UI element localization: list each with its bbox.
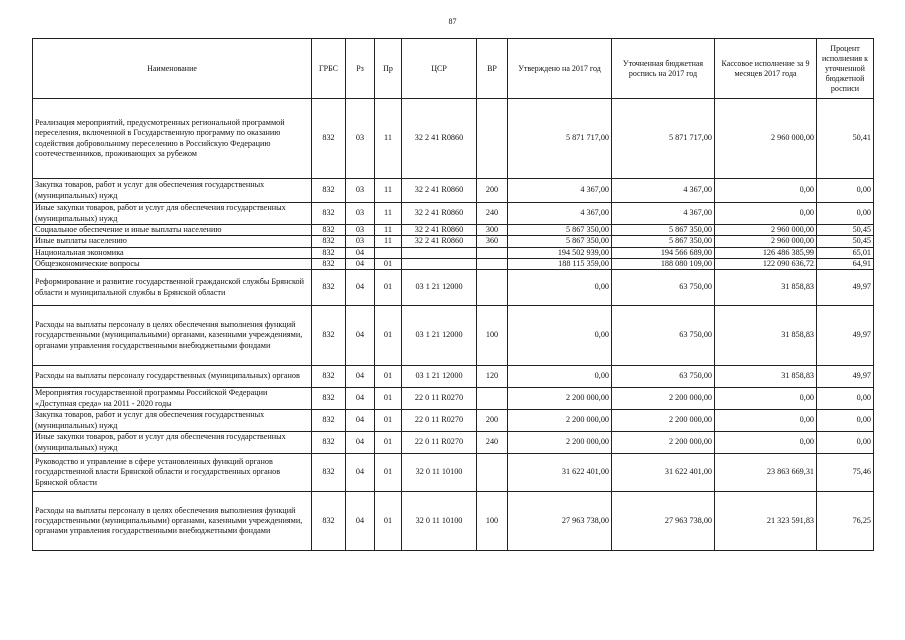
- cell-name: Закупка товаров, работ и услуг для обеспечения государственных (муниципальных) нужд: [33, 179, 312, 203]
- cell-pr: 01: [375, 258, 402, 269]
- cell-pr: 11: [375, 99, 402, 179]
- cell-refined: 2 200 000,00: [612, 388, 715, 410]
- cell-vr: 240: [477, 203, 508, 225]
- cell-approved: 0,00: [508, 306, 612, 366]
- cell-vr: [477, 454, 508, 492]
- cell-vr: 200: [477, 179, 508, 203]
- cell-pr: 01: [375, 454, 402, 492]
- cell-percent: 49,97: [817, 306, 874, 366]
- cell-refined: 2 200 000,00: [612, 432, 715, 454]
- cell-cash: 0,00: [715, 203, 817, 225]
- cell-vr: 100: [477, 306, 508, 366]
- cell-refined: 4 367,00: [612, 203, 715, 225]
- cell-rz: 04: [346, 410, 375, 432]
- col-header-cash: Кассовое исполнение за 9 месяцев 2017 года: [715, 39, 817, 99]
- col-header-csr: ЦСР: [402, 39, 477, 99]
- cell-cash: 2 960 000,00: [715, 99, 817, 179]
- table-row: [33, 306, 874, 366]
- col-header-percent: Процент исполнения к уточненной бюджетной росписи: [817, 39, 874, 99]
- cell-cash: 23 863 669,31: [715, 454, 817, 492]
- cell-refined: 31 622 401,00: [612, 454, 715, 492]
- col-header-grbs: ГРБС: [312, 39, 346, 99]
- table-row: [33, 388, 874, 410]
- cell-name: Закупка товаров, работ и услуг для обеспечения государственных (муниципальных) нужд: [33, 410, 312, 432]
- cell-refined: 5 871 717,00: [612, 99, 715, 179]
- cell-vr: 120: [477, 366, 508, 388]
- cell-cash: 31 858,83: [715, 366, 817, 388]
- cell-csr: 32 2 41 R0860: [402, 236, 477, 247]
- table-header-row: [33, 39, 874, 99]
- cell-pr: 01: [375, 492, 402, 551]
- page-number: 87: [448, 17, 457, 26]
- cell-refined: 27 963 738,00: [612, 492, 715, 551]
- cell-grbs: 832: [312, 225, 346, 236]
- cell-cash: 122 090 636,72: [715, 258, 817, 269]
- cell-grbs: 832: [312, 410, 346, 432]
- col-header-vr: ВР: [477, 39, 508, 99]
- cell-refined: 5 867 350,00: [612, 225, 715, 236]
- cell-name: Руководство и управление в сфере установленных функций органов государственной власти Брянской области и государственных органов Брянской области: [33, 454, 312, 492]
- cell-csr: 32 0 11 10100: [402, 492, 477, 551]
- cell-pr: 01: [375, 410, 402, 432]
- cell-approved: 4 367,00: [508, 203, 612, 225]
- cell-grbs: 832: [312, 492, 346, 551]
- cell-grbs: 832: [312, 179, 346, 203]
- cell-rz: 04: [346, 454, 375, 492]
- cell-approved: 31 622 401,00: [508, 454, 612, 492]
- cell-refined: 63 750,00: [612, 306, 715, 366]
- cell-percent: 0,00: [817, 179, 874, 203]
- cell-vr: [477, 388, 508, 410]
- cell-vr: 100: [477, 492, 508, 551]
- table-row: [33, 410, 874, 432]
- cell-approved: 5 867 350,00: [508, 225, 612, 236]
- cell-approved: 2 200 000,00: [508, 410, 612, 432]
- cell-grbs: 832: [312, 432, 346, 454]
- table-row: [33, 454, 874, 492]
- cell-approved: 4 367,00: [508, 179, 612, 203]
- cell-cash: 31 858,83: [715, 270, 817, 306]
- cell-grbs: 832: [312, 247, 346, 258]
- cell-cash: 126 486 385,99: [715, 247, 817, 258]
- col-header-refined: Уточненная бюджетная роспись на 2017 год: [612, 39, 715, 99]
- cell-pr: 11: [375, 179, 402, 203]
- cell-grbs: 832: [312, 306, 346, 366]
- table-row: [33, 270, 874, 306]
- cell-approved: 0,00: [508, 366, 612, 388]
- cell-percent: 50,41: [817, 99, 874, 179]
- cell-rz: 04: [346, 366, 375, 388]
- table-row: [33, 492, 874, 551]
- cell-cash: 0,00: [715, 388, 817, 410]
- cell-percent: 64,91: [817, 258, 874, 269]
- cell-percent: 0,00: [817, 432, 874, 454]
- cell-refined: 4 367,00: [612, 179, 715, 203]
- cell-vr: [477, 258, 508, 269]
- cell-grbs: 832: [312, 388, 346, 410]
- cell-vr: 300: [477, 225, 508, 236]
- cell-approved: 5 871 717,00: [508, 99, 612, 179]
- cell-refined: 5 867 350,00: [612, 236, 715, 247]
- cell-cash: 31 858,83: [715, 306, 817, 366]
- cell-name: Реализация мероприятий, предусмотренных региональной программой переселения, включенной в Государственную программу по оказанию содействия добровольному переселению в Российскую Федерацию соотечественников, проживающих за рубежом: [33, 99, 312, 179]
- cell-csr: 32 0 11 10100: [402, 454, 477, 492]
- cell-rz: 04: [346, 258, 375, 269]
- cell-grbs: 832: [312, 203, 346, 225]
- cell-cash: 0,00: [715, 179, 817, 203]
- cell-name: Национальная экономика: [33, 247, 312, 258]
- cell-name: Расходы на выплаты персоналу в целях обеспечения выполнения функций государственными (муниципальными) органами, казенными учреждениями, органами управления государственными внебюджетными фондами: [33, 306, 312, 366]
- cell-pr: 01: [375, 366, 402, 388]
- cell-name: Социальное обеспечение и иные выплаты населению: [33, 225, 312, 236]
- cell-vr: 240: [477, 432, 508, 454]
- cell-rz: 04: [346, 388, 375, 410]
- cell-csr: 32 2 41 R0860: [402, 179, 477, 203]
- cell-name: Иные выплаты населению: [33, 236, 312, 247]
- cell-vr: [477, 247, 508, 258]
- table-row: [33, 179, 874, 203]
- cell-grbs: 832: [312, 236, 346, 247]
- cell-approved: 2 200 000,00: [508, 432, 612, 454]
- cell-approved: 27 963 738,00: [508, 492, 612, 551]
- cell-percent: 0,00: [817, 388, 874, 410]
- cell-cash: 21 323 591,83: [715, 492, 817, 551]
- cell-pr: 11: [375, 203, 402, 225]
- cell-rz: 04: [346, 306, 375, 366]
- table-row: [33, 99, 874, 179]
- cell-csr: 03 1 21 12000: [402, 306, 477, 366]
- cell-cash: 0,00: [715, 432, 817, 454]
- cell-vr: 200: [477, 410, 508, 432]
- cell-vr: 360: [477, 236, 508, 247]
- cell-refined: 2 200 000,00: [612, 410, 715, 432]
- cell-rz: 03: [346, 225, 375, 236]
- cell-rz: 04: [346, 247, 375, 258]
- cell-refined: 188 080 109,00: [612, 258, 715, 269]
- cell-refined: 63 750,00: [612, 366, 715, 388]
- cell-grbs: 832: [312, 366, 346, 388]
- table-row: [33, 203, 874, 225]
- cell-rz: 04: [346, 492, 375, 551]
- table-row: [33, 432, 874, 454]
- cell-csr: 22 0 11 R0270: [402, 388, 477, 410]
- cell-percent: 50,45: [817, 236, 874, 247]
- cell-pr: 11: [375, 236, 402, 247]
- cell-approved: 5 867 350,00: [508, 236, 612, 247]
- cell-name: Общеэкономические вопросы: [33, 258, 312, 269]
- cell-name: Реформирование и развитие государственной гражданской службы Брянской области и муниципальной службы в Брянской области: [33, 270, 312, 306]
- cell-rz: 03: [346, 179, 375, 203]
- table-row: [33, 258, 874, 269]
- cell-name: Расходы на выплаты персоналу государственных (муниципальных) органов: [33, 366, 312, 388]
- cell-csr: 22 0 11 R0270: [402, 432, 477, 454]
- cell-csr: 22 0 11 R0270: [402, 410, 477, 432]
- budget-table: [32, 38, 874, 551]
- cell-cash: 0,00: [715, 410, 817, 432]
- table-row: [33, 247, 874, 258]
- col-header-approved: Утверждено на 2017 год: [508, 39, 612, 99]
- table-row: [33, 366, 874, 388]
- cell-approved: 188 115 359,00: [508, 258, 612, 269]
- cell-approved: 194 502 939,00: [508, 247, 612, 258]
- cell-grbs: 832: [312, 454, 346, 492]
- cell-name: Мероприятия государственной программы Российской Федерации «Доступная среда» на 2011 - 2020 годы: [33, 388, 312, 410]
- cell-refined: 194 566 689,00: [612, 247, 715, 258]
- cell-vr: [477, 99, 508, 179]
- cell-cash: 2 960 000,00: [715, 236, 817, 247]
- table-row: [33, 225, 874, 236]
- cell-csr: 32 2 41 R0860: [402, 203, 477, 225]
- cell-name: Иные закупки товаров, работ и услуг для обеспечения государственных (муниципальных) нужд: [33, 432, 312, 454]
- col-header-pr: Пр: [375, 39, 402, 99]
- cell-percent: 75,46: [817, 454, 874, 492]
- cell-percent: 0,00: [817, 410, 874, 432]
- cell-pr: 01: [375, 432, 402, 454]
- cell-csr: 32 2 41 R0860: [402, 99, 477, 179]
- cell-csr: 32 2 41 R0860: [402, 225, 477, 236]
- cell-name: Расходы на выплаты персоналу в целях обеспечения выполнения функций государственными (муниципальными) органами, казенными учреждениями, органами управления государственными внебюджетными фондами: [33, 492, 312, 551]
- cell-percent: 50,45: [817, 225, 874, 236]
- cell-refined: 63 750,00: [612, 270, 715, 306]
- cell-csr: [402, 258, 477, 269]
- table-row: [33, 236, 874, 247]
- cell-rz: 03: [346, 203, 375, 225]
- cell-grbs: 832: [312, 258, 346, 269]
- cell-csr: [402, 247, 477, 258]
- col-header-name: Наименование: [33, 39, 312, 99]
- cell-grbs: 832: [312, 270, 346, 306]
- cell-rz: 03: [346, 99, 375, 179]
- cell-rz: 04: [346, 432, 375, 454]
- cell-pr: [375, 247, 402, 258]
- cell-percent: 49,97: [817, 366, 874, 388]
- col-header-rz: Рз: [346, 39, 375, 99]
- cell-percent: 65,01: [817, 247, 874, 258]
- cell-pr: 01: [375, 306, 402, 366]
- cell-pr: 01: [375, 270, 402, 306]
- cell-pr: 11: [375, 225, 402, 236]
- cell-percent: 49,97: [817, 270, 874, 306]
- cell-csr: 03 1 21 12000: [402, 270, 477, 306]
- cell-percent: 0,00: [817, 203, 874, 225]
- cell-csr: 03 1 21 12000: [402, 366, 477, 388]
- cell-name: Иные закупки товаров, работ и услуг для обеспечения государственных (муниципальных) нужд: [33, 203, 312, 225]
- cell-cash: 2 960 000,00: [715, 225, 817, 236]
- cell-approved: 2 200 000,00: [508, 388, 612, 410]
- cell-pr: 01: [375, 388, 402, 410]
- cell-percent: 76,25: [817, 492, 874, 551]
- cell-rz: 04: [346, 270, 375, 306]
- cell-grbs: 832: [312, 99, 346, 179]
- cell-rz: 03: [346, 236, 375, 247]
- cell-approved: 0,00: [508, 270, 612, 306]
- cell-vr: [477, 270, 508, 306]
